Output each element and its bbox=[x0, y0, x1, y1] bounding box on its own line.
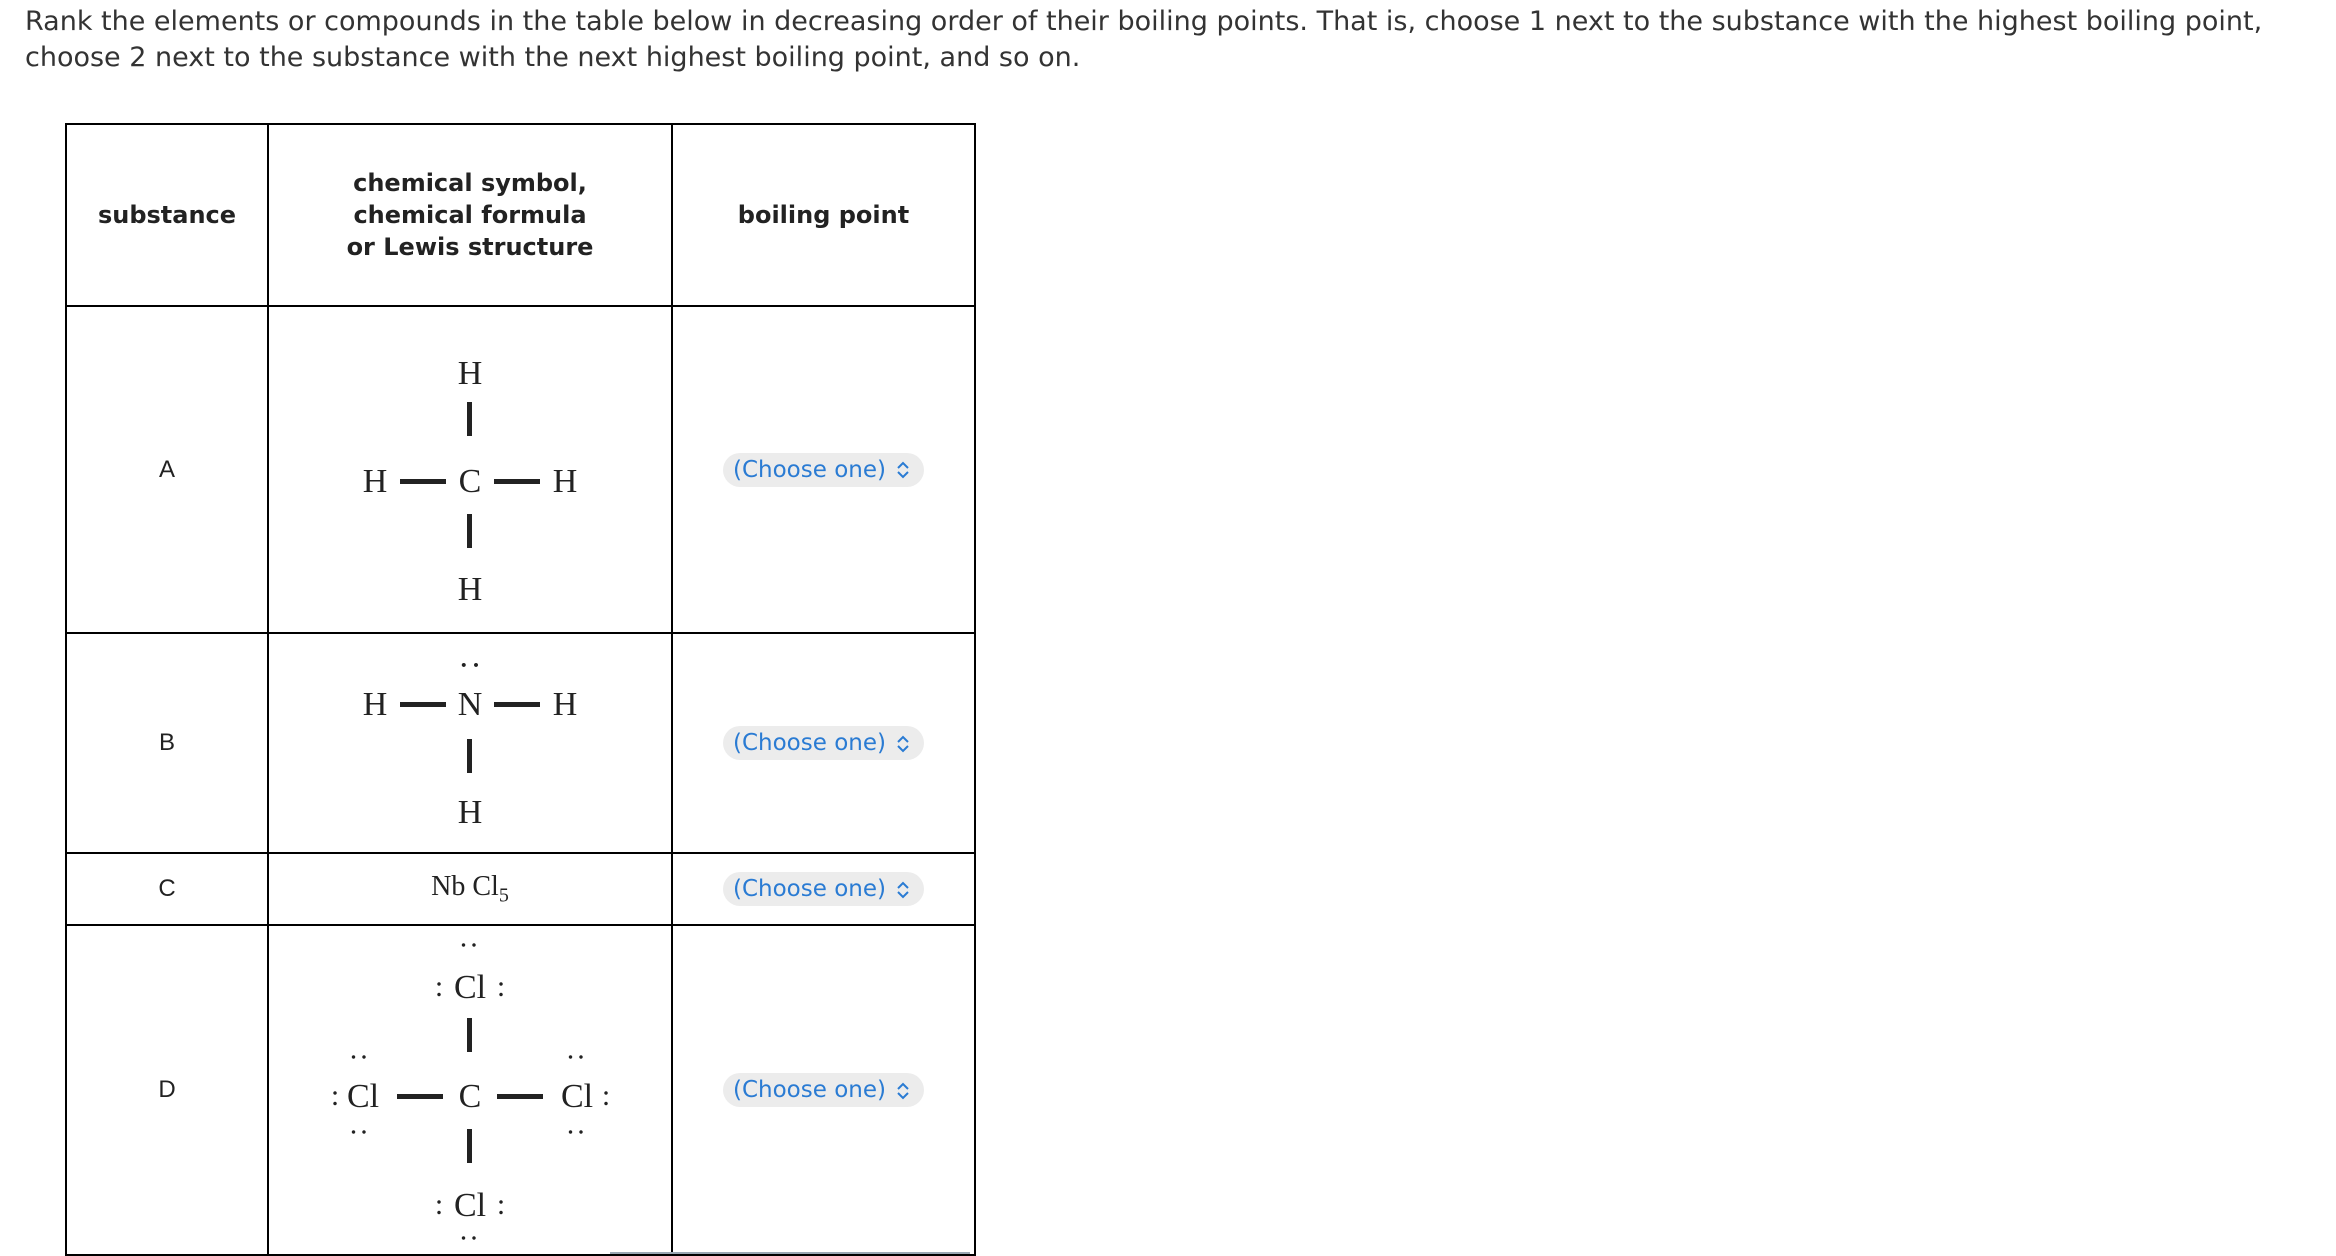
table-row bbox=[66, 306, 975, 633]
rank-select-label: (Choose one) bbox=[733, 876, 886, 902]
lone-pair: : bbox=[562, 1127, 595, 1137]
bond-left bbox=[400, 702, 446, 707]
updown-chevron-icon bbox=[896, 461, 910, 479]
substance-label-c: C bbox=[158, 875, 176, 902]
header-row bbox=[66, 124, 975, 306]
header-symbol-line3: or Lewis structure bbox=[346, 233, 594, 261]
updown-chevron-icon bbox=[896, 1082, 910, 1100]
lone-pair: : bbox=[330, 1079, 340, 1112]
lone-pair: : bbox=[455, 940, 488, 950]
rank-select-label: (Choose one) bbox=[733, 1077, 886, 1103]
rank-select-a[interactable] bbox=[723, 453, 924, 487]
header-boiling-label: boiling point bbox=[737, 201, 910, 229]
lone-pair: : bbox=[601, 1079, 611, 1112]
atom-top: Cl bbox=[453, 969, 487, 1006]
table-row bbox=[66, 633, 975, 853]
substance-cell bbox=[66, 633, 268, 853]
lone-pair: : bbox=[496, 970, 506, 1003]
header-boiling-point bbox=[672, 124, 975, 306]
formula-subscript: 5 bbox=[498, 884, 509, 907]
atom-right: Cl bbox=[560, 1078, 594, 1115]
lone-pair: : bbox=[434, 1188, 444, 1221]
bond-right bbox=[494, 479, 540, 484]
boiling-cell bbox=[672, 925, 975, 1255]
structure-cell bbox=[268, 925, 672, 1255]
bond-bottom bbox=[467, 514, 472, 548]
boiling-cell bbox=[672, 853, 975, 925]
lone-pair: : bbox=[434, 970, 444, 1003]
lewis-structure-a bbox=[350, 330, 590, 610]
atom-bottom: H bbox=[457, 794, 483, 831]
lone-pair: : bbox=[496, 1188, 506, 1221]
chemical-formula-c bbox=[431, 870, 509, 907]
lone-pair-top: : bbox=[454, 660, 491, 670]
substance-cell bbox=[66, 925, 268, 1255]
atom-center: N bbox=[457, 686, 483, 723]
header-symbol-line1: chemical symbol, bbox=[353, 169, 587, 197]
lone-pair: : bbox=[562, 1052, 595, 1062]
structure-cell bbox=[268, 306, 672, 633]
bond-bottom bbox=[467, 739, 472, 773]
atom-center: C bbox=[458, 462, 482, 500]
atom-bottom: Cl bbox=[453, 1187, 487, 1224]
atom-top: H bbox=[457, 354, 483, 392]
bond-right bbox=[494, 702, 540, 707]
atom-bottom: H bbox=[457, 570, 483, 608]
substance-cell bbox=[66, 853, 268, 925]
lewis-structure-b bbox=[350, 643, 590, 843]
table-row bbox=[66, 925, 975, 1255]
lone-pair: : bbox=[455, 1233, 488, 1243]
bond-right bbox=[497, 1094, 543, 1099]
atom-left: Cl bbox=[346, 1078, 380, 1115]
rank-select-b[interactable] bbox=[723, 726, 924, 760]
substance-cell bbox=[66, 306, 268, 633]
header-substance bbox=[66, 124, 268, 306]
table-row bbox=[66, 853, 975, 925]
substance-label-b: B bbox=[158, 729, 175, 756]
rank-select-label: (Choose one) bbox=[733, 456, 886, 483]
header-symbol-line2: chemical formula bbox=[353, 201, 587, 229]
rank-select-label: (Choose one) bbox=[733, 730, 886, 756]
atom-center: C bbox=[458, 1078, 482, 1115]
structure-cell bbox=[268, 633, 672, 853]
structure-cell bbox=[268, 853, 672, 925]
substance-label-a: A bbox=[158, 455, 175, 483]
boiling-cell bbox=[672, 306, 975, 633]
rank-select-c[interactable] bbox=[723, 872, 924, 906]
bond-bottom bbox=[467, 1129, 472, 1163]
atom-right: H bbox=[552, 686, 578, 723]
formula-base: Nb Cl bbox=[431, 870, 499, 902]
lewis-structure-d bbox=[325, 930, 615, 1250]
atom-left: H bbox=[362, 462, 388, 500]
atom-left: H bbox=[362, 686, 388, 723]
ranking-table bbox=[65, 123, 976, 1256]
updown-chevron-icon bbox=[896, 735, 910, 753]
substance-label-d: D bbox=[158, 1076, 176, 1103]
atom-right: H bbox=[552, 462, 578, 500]
bond-top bbox=[467, 1018, 472, 1052]
bond-top bbox=[467, 402, 472, 436]
boiling-cell bbox=[672, 633, 975, 853]
rank-select-d[interactable] bbox=[723, 1073, 924, 1107]
bond-left bbox=[397, 1094, 443, 1099]
lone-pair: : bbox=[345, 1052, 378, 1062]
header-substance-label: substance bbox=[97, 201, 237, 229]
bond-left bbox=[400, 479, 446, 484]
updown-chevron-icon bbox=[896, 881, 910, 899]
header-chemical-symbol bbox=[268, 124, 672, 306]
instructions-text: Rank the elements or compounds in the table below in decreasing order of their boiling points. That is, choose 1 next to the substance with the highest boiling point, choose 2 next to the substance with the next highest boiling point, and so on. bbox=[25, 6, 2263, 73]
lone-pair: : bbox=[345, 1127, 378, 1137]
